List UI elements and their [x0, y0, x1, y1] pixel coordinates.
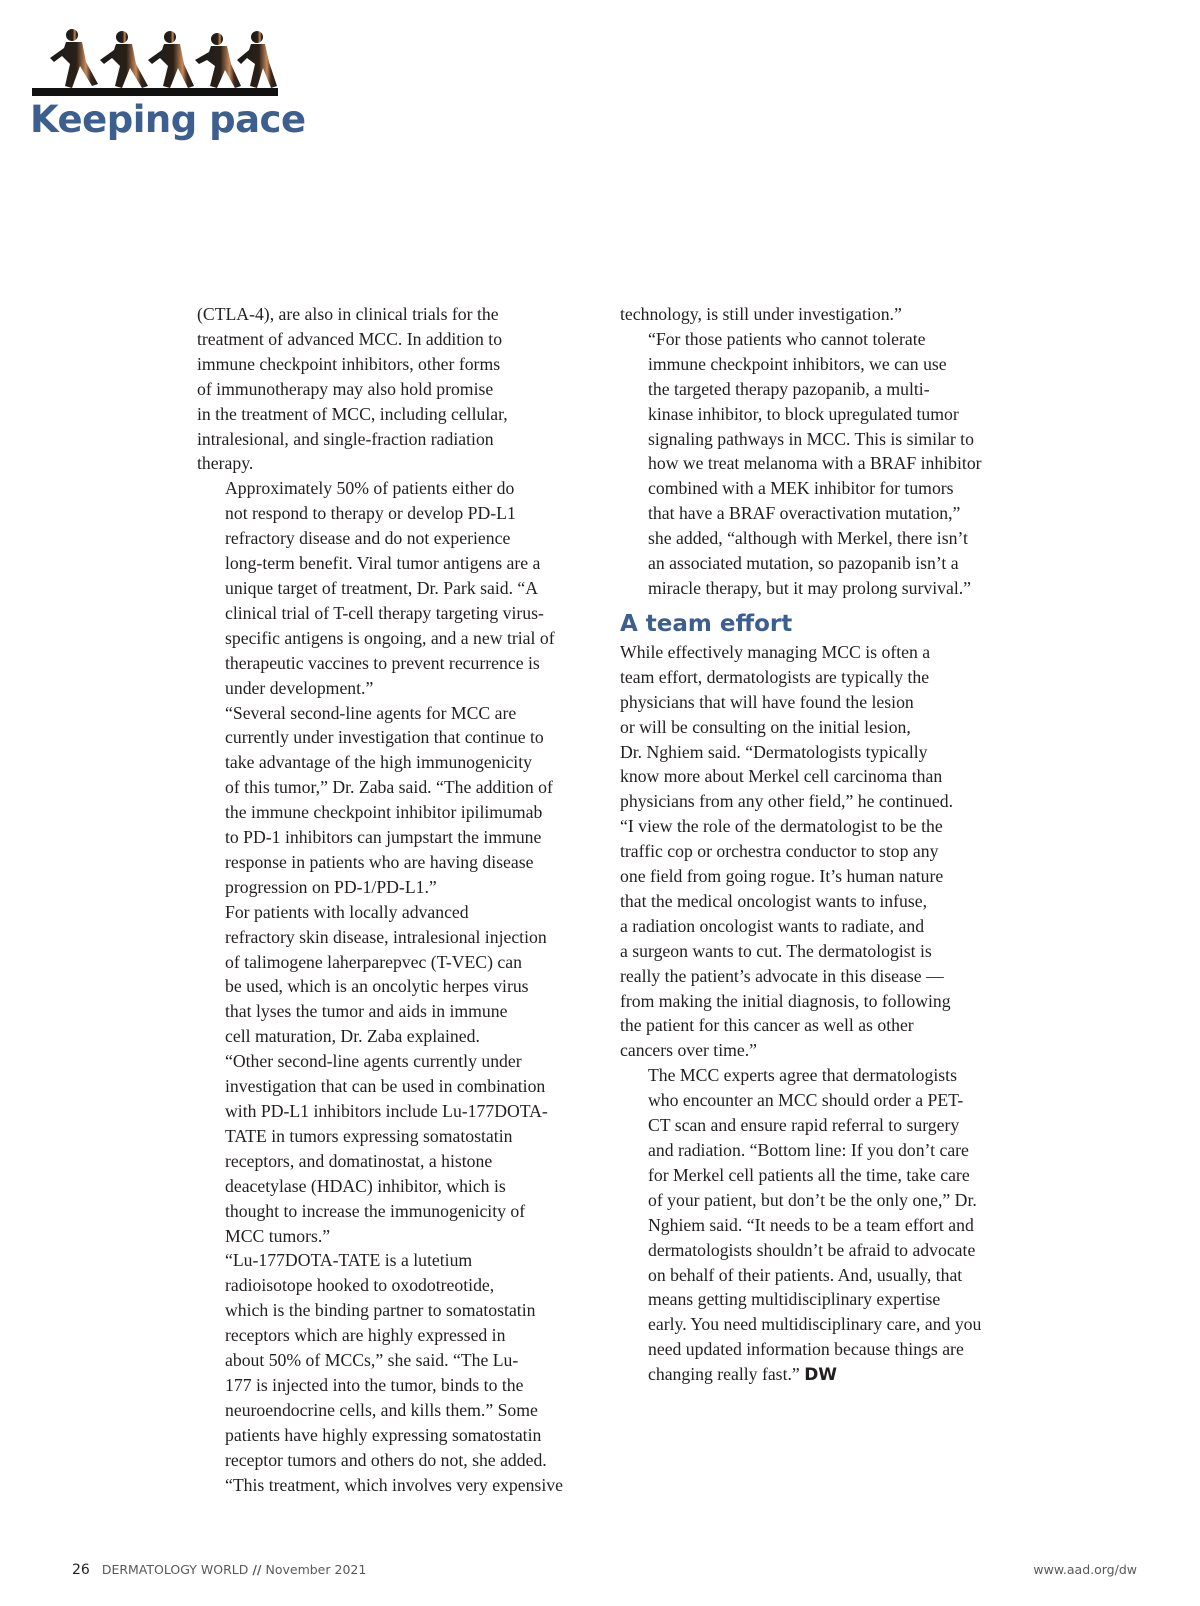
footer-separator: // [252, 1562, 262, 1577]
text-line: treatment of advanced MCC. In addition to [197, 328, 503, 349]
text-line: “I view the role of the dermatologist to be the [620, 816, 943, 837]
text-line: or will be consulting on the initial lesion, [620, 716, 911, 737]
text-line: physicians that will have found the lesion [620, 691, 914, 712]
text-line: receptors, and domatinostat, a histone [225, 1150, 493, 1171]
text-line: which is the binding partner to somatostatin [225, 1300, 536, 1321]
text-line: and radiation. “Bottom line: If you don’t care [648, 1140, 969, 1160]
text-line: under development.” [225, 677, 374, 698]
text-line: therapy. [197, 453, 254, 474]
text-line: receptor tumors and others do not, she added. [225, 1449, 547, 1470]
text-line: Nghiem said. “It needs to be a team effort and [648, 1214, 974, 1235]
text-line: take advantage of the high immunogenicity [225, 752, 532, 773]
text-line: “For those patients who cannot tolerate [648, 328, 926, 349]
text-line: deacetylase (HDAC) inhibitor, which is [225, 1175, 506, 1196]
text-line: the targeted therapy pazopanib, a multi- [648, 378, 930, 399]
text-line: signaling pathways in MCC. This is similar to [648, 428, 974, 449]
runners-silhouette-icon [32, 28, 282, 100]
text-line: therapeutic vaccines to prevent recurrence is [225, 652, 540, 673]
text-line: who encounter an MCC should order a PET- [648, 1090, 964, 1111]
body-paragraph [197, 701, 600, 900]
text-line: from making the initial diagnosis, to following [620, 990, 951, 1011]
text-line: physicians from any other field,” he continued. [620, 791, 954, 812]
text-line: cancers over time.” [620, 1040, 758, 1061]
text-line [620, 1362, 1030, 1388]
text-line: the immune checkpoint inhibitor ipilimumab [225, 802, 543, 823]
text-line-content: changing really fast.” [648, 1364, 800, 1385]
text-line: For patients with locally advanced [225, 901, 469, 922]
text-line: a surgeon wants to cut. The dermatologist is [620, 940, 932, 961]
text-line: MCC tumors.” [225, 1225, 331, 1246]
text-line: really the patient’s advocate in this disease — [620, 965, 944, 986]
text-line: “Several second-line agents for MCC are [225, 702, 517, 723]
text-line: response in patients who are having disease [225, 851, 534, 872]
subheading: A team effort [620, 610, 793, 637]
text-line: traffic cop or orchestra conductor to stop any [620, 841, 939, 862]
text-line: long-term benefit. Viral tumor antigens are a [225, 553, 541, 574]
text-line: immune checkpoint inhibitors, we can use [648, 353, 947, 374]
text-line: “This treatment, which involves very expensive [225, 1474, 563, 1495]
text-line: clinical trial of T-cell therapy targeting virus- [225, 602, 544, 623]
text-line: know more about Merkel cell carcinoma than [620, 766, 943, 787]
body-paragraph [620, 327, 1030, 601]
text-line: early. You need multidisciplinary care, and you [648, 1314, 982, 1335]
text-line: While effectively managing MCC is often a [620, 641, 931, 662]
footer-url: www.aad.org/dw [1033, 1562, 1137, 1577]
text-line: of your patient, but don’t be the only one,” Dr. [648, 1189, 977, 1210]
text-line: for Merkel cell patients all the time, take care [648, 1164, 970, 1185]
text-line: with PD-L1 inhibitors include Lu-177DOTA- [225, 1101, 548, 1121]
text-line: receptors which are highly expressed in [225, 1325, 506, 1346]
text-line: not respond to therapy or develop PD-L1 [225, 503, 516, 524]
text-line: miracle therapy, but it may prolong survival.” [648, 577, 972, 598]
body-paragraph [620, 302, 1030, 327]
text-line: to PD-1 inhibitors can jumpstart the immune [225, 827, 542, 848]
text-line: thought to increase the immunogenicity of [225, 1200, 526, 1221]
section-header [30, 28, 306, 148]
text-line: intralesional, and single-fraction radiation [197, 428, 494, 449]
text-line: (CTLA-4), are also in clinical trials for the [197, 304, 499, 324]
text-line: patients have highly expressing somatostatin [225, 1424, 542, 1445]
text-line: in the treatment of MCC, including cellular, [197, 403, 508, 424]
text-line: that the medical oncologist wants to infuse, [620, 890, 928, 911]
article-column-left [197, 302, 600, 1498]
text-line: about 50% of MCCs,” she said. “The Lu- [225, 1350, 519, 1371]
text-line: need updated information because things are [648, 1339, 964, 1360]
text-line: means getting multidisciplinary expertise [648, 1289, 941, 1310]
text-line: of this tumor,” Dr. Zaba said. “The addition of [225, 777, 553, 798]
text-line: of talimogene laherparepvec (T-VEC) can [225, 951, 522, 972]
text-line: immune checkpoint inhibitors, other forms [197, 353, 501, 374]
page-number: 26 [72, 1562, 90, 1578]
text-line: combined with a MEK inhibitor for tumors [648, 478, 954, 499]
text-line: on behalf of their patients. And, usually, that [648, 1264, 963, 1285]
text-line: refractory disease and do not experience [225, 528, 511, 549]
text-line: a radiation oncologist wants to radiate, and [620, 915, 925, 936]
text-line: Dr. Nghiem said. “Dermatologists typically [620, 741, 928, 762]
text-line: refractory skin disease, intralesional injection [225, 926, 547, 947]
page-footer [72, 1562, 366, 1578]
body-paragraph [197, 476, 600, 700]
text-line: progression on PD-1/PD-L1.” [225, 876, 437, 897]
text-line: dermatologists shouldn’t be afraid to advocate [648, 1239, 976, 1260]
text-line: CT scan and ensure rapid referral to surgery [648, 1115, 960, 1136]
text-line: neuroendocrine cells, and kills them.” Some [225, 1399, 538, 1420]
text-line: that lyses the tumor and aids in immune [225, 1001, 508, 1022]
text-line: specific antigens is ongoing, and a new trial of [225, 627, 555, 648]
issue-date: November 2021 [265, 1562, 367, 1577]
text-line: that have a BRAF overactivation mutation,” [648, 503, 961, 524]
text-line: “Lu-177DOTA-TATE is a lutetium [225, 1250, 473, 1271]
body-paragraph [620, 640, 1030, 1063]
text-line: cell maturation, Dr. Zaba explained. [225, 1026, 480, 1047]
text-line: investigation that can be used in combination [225, 1076, 546, 1097]
section-title: Keeping pace [30, 98, 306, 141]
body-paragraph [197, 302, 600, 476]
text-line: technology, is still under investigation.” [620, 304, 902, 324]
body-paragraph [197, 1248, 600, 1497]
text-line: unique target of treatment, Dr. Park said. “A [225, 577, 539, 598]
text-line: The MCC experts agree that dermatologists [648, 1065, 957, 1086]
text-line: TATE in tumors expressing somatostatin [225, 1125, 513, 1146]
text-line: team effort, dermatologists are typically the [620, 666, 930, 687]
text-line: currently under investigation that continue to [225, 727, 544, 748]
body-paragraph [197, 900, 600, 1249]
text-line: “Other second-line agents currently under [225, 1051, 522, 1072]
text-line: one field from going rogue. It’s human nature [620, 866, 944, 887]
signoff: DW [804, 1365, 838, 1386]
text-line: of immunotherapy may also hold promise [197, 378, 494, 399]
text-line: an associated mutation, so pazopanib isn’t a [648, 553, 959, 574]
text-line: radioisotope hooked to oxodotreotide, [225, 1275, 495, 1296]
article-column-right [620, 302, 1030, 1388]
body-paragraph [620, 1063, 1030, 1388]
magazine-name: DERMATOLOGY WORLD [101, 1562, 249, 1577]
text-line: kinase inhibitor, to block upregulated tumor [648, 403, 959, 424]
text-line: the patient for this cancer as well as other [620, 1015, 914, 1036]
text-line: Approximately 50% of patients either do [225, 478, 515, 499]
text-line: she added, “although with Merkel, there isn’t [648, 528, 968, 549]
text-line: how we treat melanoma with a BRAF inhibitor [648, 453, 982, 474]
text-line: be used, which is an oncolytic herpes virus [225, 976, 529, 997]
text-line: 177 is injected into the tumor, binds to the [225, 1374, 524, 1395]
